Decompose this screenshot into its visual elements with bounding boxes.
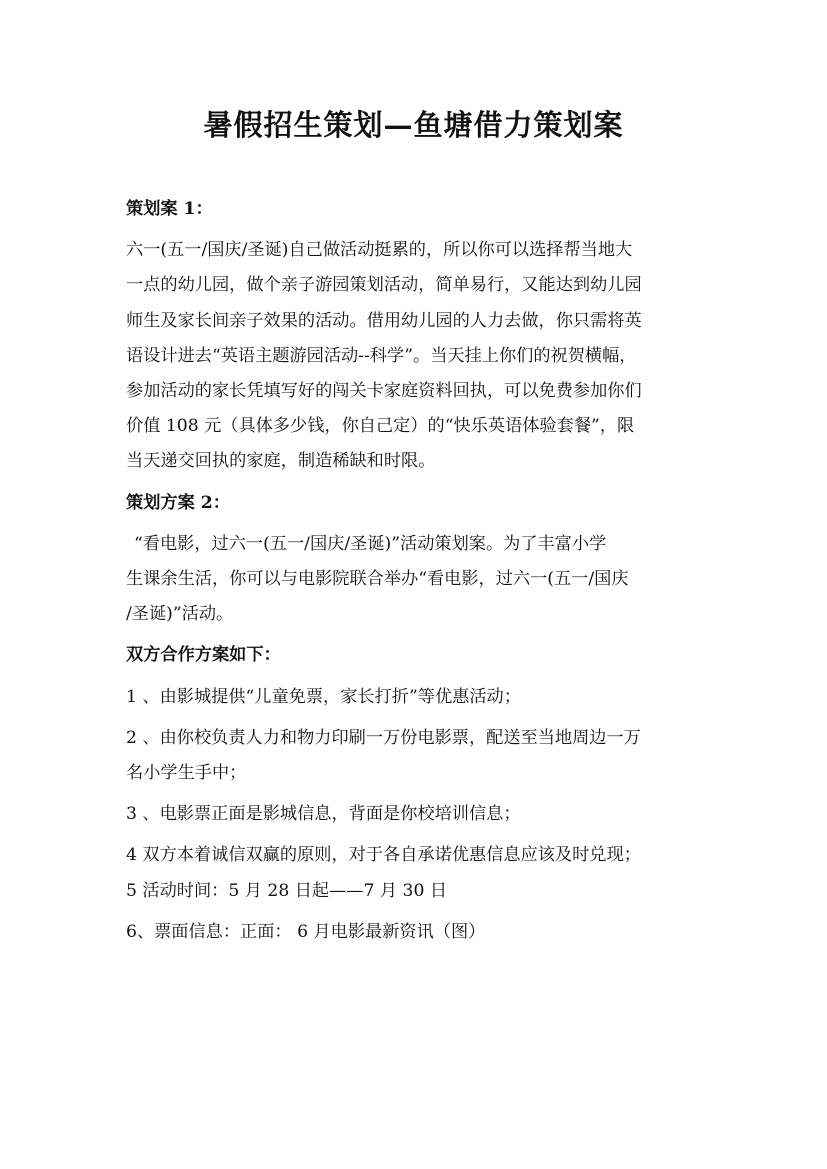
paragraph-line: 师生及家长间亲子效果的活动。借用幼儿园的人力去做，你只需将英 [126, 310, 642, 331]
paragraph-line: /圣诞)”活动。 [126, 604, 234, 625]
paragraph-line: 价值 108 元（具体多少钱，你自己定）的“快乐英语体验套餐”，限 [126, 416, 635, 437]
list-item-continuation: 名小学生手中； [126, 763, 247, 784]
paragraph-line: 语设计进去“英语主题游园活动--科学”。当天挂上你们的祝贺横幅， [126, 345, 637, 366]
document-title: 暑假招生策划—鱼塘借力策划案 [203, 108, 624, 142]
paragraph-line: “看电影，过六一(五一/国庆/圣诞)”活动策划案。为了丰富小学 [134, 533, 607, 554]
list-item: 3 、电影票正面是影城信息，背面是你校培训信息； [126, 804, 521, 825]
list-item: 6、票面信息：正面： 6 月电影最新资讯（图） [126, 921, 486, 942]
paragraph-line: 当天递交回执的家庭，制造稀缺和时限。 [126, 451, 436, 472]
list-item: 1 、由影城提供“儿童免票，家长打折”等优惠活动； [126, 686, 521, 707]
paragraph-line: 六一(五一/国庆/圣诞)自己做活动挺累的，所以你可以选择帮当地大 [126, 240, 633, 261]
paragraph-line: 参加活动的家长凭填写好的闯关卡家庭资料回执，可以免费参加你们 [126, 381, 642, 402]
section-2-heading: 策划方案 2： [126, 492, 230, 513]
paragraph-line: 一点的幼儿园，做个亲子游园策划活动，简单易行，又能达到幼儿园 [126, 275, 642, 296]
document-body [126, 192, 706, 950]
section-3-heading: 双方合作方案如下： [126, 645, 281, 666]
section-1-heading: 策划案 1： [126, 199, 213, 219]
list-item: 4 双方本着诚信双赢的原则，对于各自承诺优惠信息应该及时兑现； [126, 845, 641, 866]
paragraph-line: 生课余生活，你可以与电影院联合举办“看电影，过六一(五一/国庆 [126, 569, 629, 590]
list-item: 5 活动时间：5 月 28 日起——7 月 30 日 [126, 880, 448, 901]
list-item: 2 、由你校负责人力和物力印刷一万份电影票，配送至当地周边一万 [126, 727, 641, 748]
